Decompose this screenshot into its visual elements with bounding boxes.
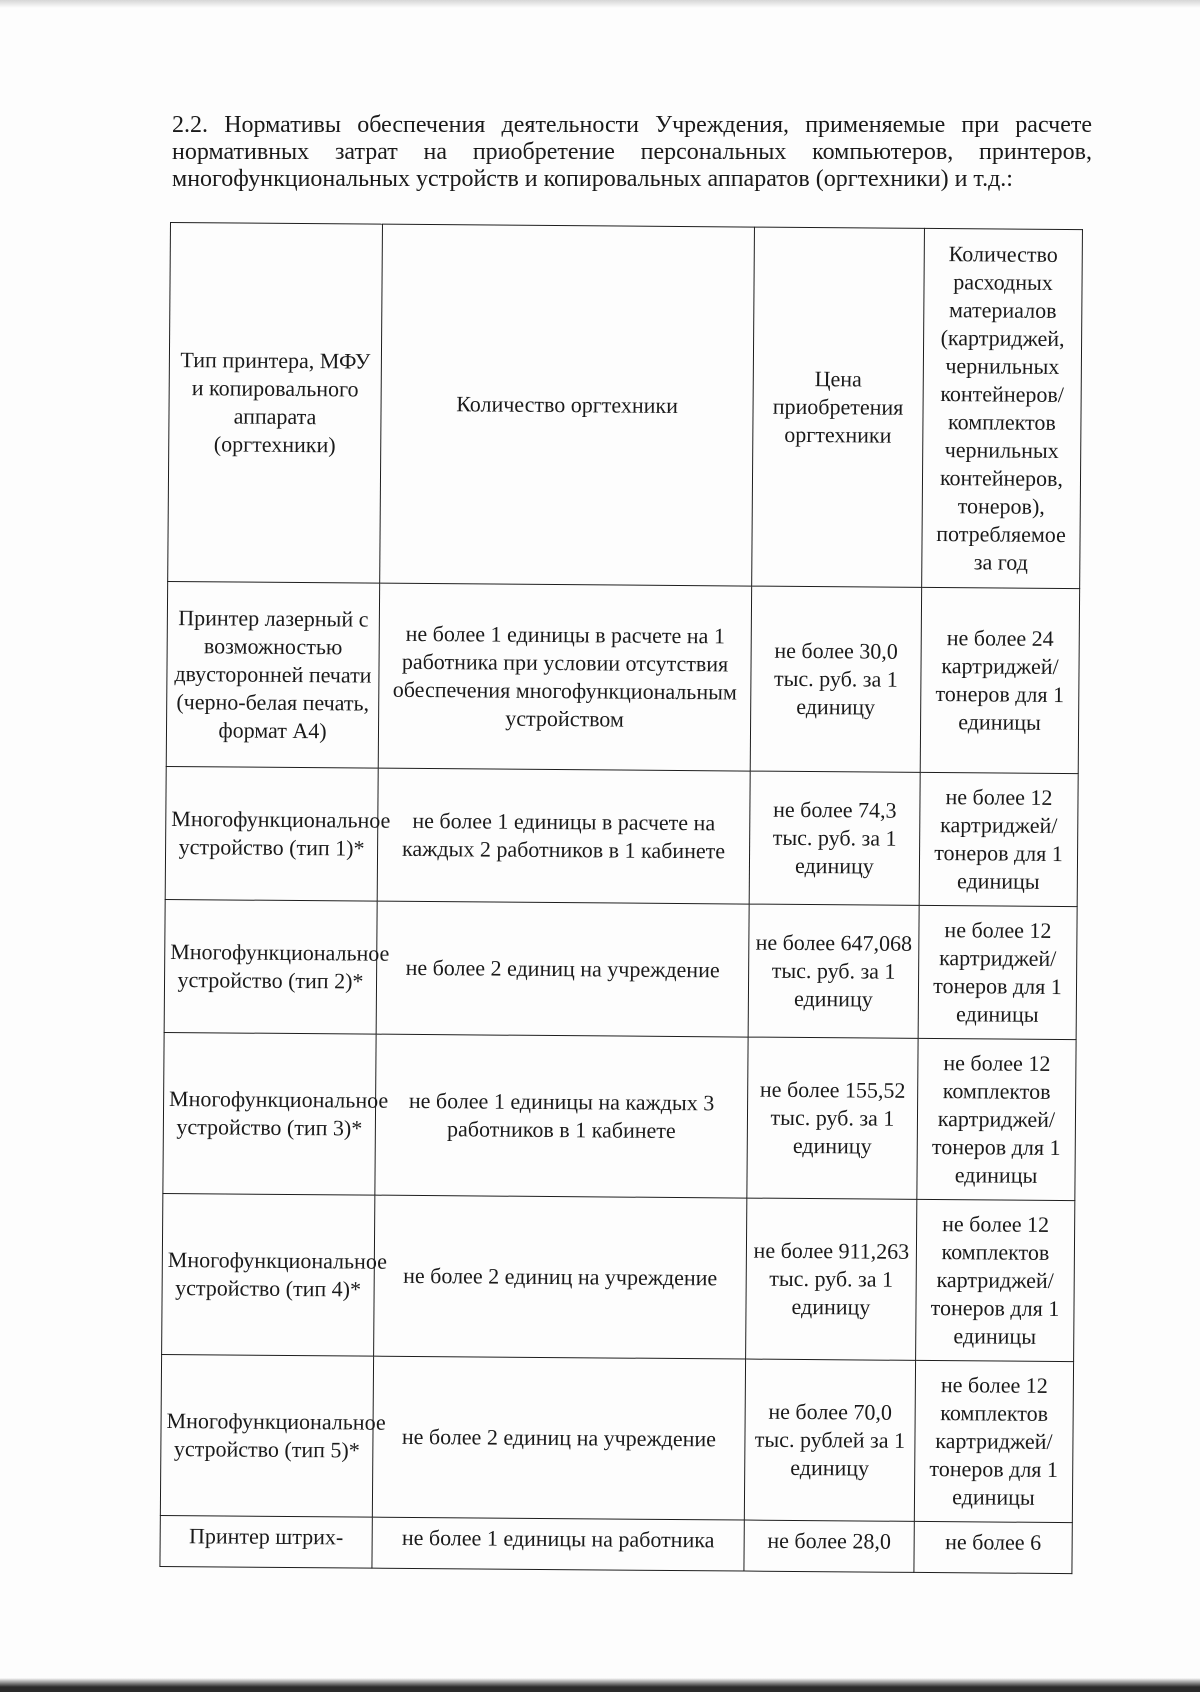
scan-edge-bottom — [0, 1678, 1200, 1692]
cell-quantity: не более 1 единицы в расчете на 1 работника при условии отсутствия обеспечения многофункциональным устройством — [378, 583, 751, 771]
cell-price: не более 28,0 — [744, 1520, 914, 1572]
table-row — [162, 1193, 1075, 1361]
cell-price: не более 30,0 тыс. руб. за 1 единицу — [750, 586, 921, 772]
header-cell-price: Цена приобретения оргтехники — [752, 227, 925, 587]
cell-quantity: не более 1 единицы на каждых 3 работников в 1 кабинете — [375, 1034, 748, 1198]
cell-price: не более 70,0 тыс. рублей за 1 единицу — [744, 1359, 915, 1521]
cell-consumables: не более 12 комплектов картриджей/тонеров для 1 единицы — [914, 1360, 1073, 1522]
table-row — [160, 1354, 1073, 1522]
table-row — [164, 899, 1077, 1039]
cell-consumables: не более 24 картриджей/тонеров для 1 единицы — [920, 587, 1079, 773]
cell-price: не более 74,3 тыс. руб. за 1 единицу — [749, 771, 920, 905]
cell-price: не более 911,263 тыс. руб. за 1 единицу — [746, 1198, 917, 1360]
cell-quantity: не более 2 единиц на учреждение — [372, 1356, 745, 1520]
cell-type: Принтер лазерный с возможностью двусторонней печати (черно-белая печать, формат А4) — [166, 581, 379, 768]
table-row — [166, 581, 1079, 773]
cell-quantity: не более 1 единицы в расчете на каждых 2 работников в 1 кабинете — [377, 768, 750, 904]
table-row — [165, 766, 1078, 906]
cell-consumables: не более 12 картриджей/тонеров для 1 единицы — [918, 905, 1077, 1039]
scan-edge-top — [0, 0, 1200, 8]
cell-type: Многофункциональное устройство (тип 3)* — [163, 1032, 376, 1195]
cell-quantity: не более 2 единиц на учреждение — [376, 901, 749, 1037]
cell-quantity: не более 2 единиц на учреждение — [374, 1195, 747, 1359]
cell-price: не более 155,52 тыс. руб. за 1 единицу — [747, 1037, 918, 1199]
cell-consumables: не более 6 — [914, 1521, 1072, 1573]
norms-table — [159, 222, 1083, 1574]
table-row — [163, 1032, 1076, 1200]
cell-type: Принтер штрих- — [160, 1515, 372, 1568]
header-cell-quantity: Количество оргтехники — [380, 224, 755, 586]
cell-type: Многофункциональное устройство (тип 1)* — [165, 766, 378, 901]
header-cell-consumables: Количество расходных материалов (картриджей, чернильных контейнеров/ комплектов чернильных контейнеров, тонеров), потребляемое за год — [922, 228, 1083, 588]
cell-type: Многофункциональное устройство (тип 5)* — [160, 1354, 373, 1517]
cell-consumables: не более 12 комплектов картриджей/тонеров для 1 единицы — [917, 1038, 1076, 1200]
intro-paragraph: 2.2. Нормативы обеспечения деятельности Учреждения, применяемые при расчете нормативных затрат на приобретение персональных компьютеров, принтеров, многофункциональных устройств и копировальных аппаратов (оргтехники) и т.д.: — [172, 112, 1092, 192]
cell-consumables: не более 12 картриджей/тонеров для 1 единицы — [919, 772, 1078, 906]
cell-price: не более 647,068 тыс. руб. за 1 единицу — [748, 904, 919, 1038]
cell-type: Многофункциональное устройство (тип 4)* — [162, 1193, 375, 1356]
cell-type: Многофункциональное устройство (тип 2)* — [164, 899, 377, 1034]
header-cell-type: Тип принтера, МФУ и копировального аппарата (оргтехники) — [168, 223, 383, 584]
cell-quantity: не более 1 единицы на работника — [372, 1517, 744, 1571]
table-header-row — [168, 223, 1083, 589]
cell-consumables: не более 12 комплектов картриджей/тонеров для 1 единицы — [916, 1199, 1075, 1361]
table-row — [160, 1515, 1072, 1573]
